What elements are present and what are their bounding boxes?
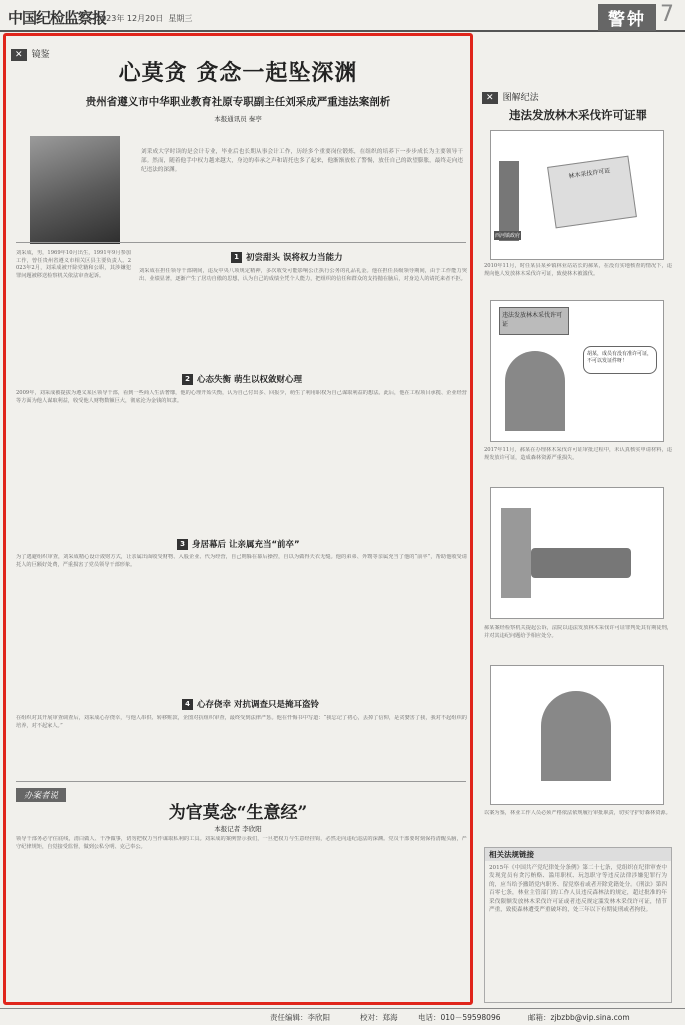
footer bbox=[0, 1008, 685, 1025]
speech-bubble: 胡某，成员有没有准许可证，不可以发证件呀！ bbox=[583, 346, 657, 374]
portrait-photo bbox=[30, 136, 120, 244]
mirror-icon: ✕ bbox=[11, 49, 27, 61]
article-title-2: 为官莫念“生意经” bbox=[168, 803, 308, 823]
article-body-2: 领导干部务必守住底线，清白做人、干净做事，切勿把权力当作谋取私利的工具。刘采成的案例警示我们，一旦把权力与生意经挂钩，必然走向违纪违法的深渊。党员干部要时刻保持清醒头脑，严守纪律规矩，自觉接受监督，做到公私分明、克己奉公。 bbox=[16, 836, 467, 850]
section-heading-2: 2 心态失衡 萌生以权敛财心理 bbox=[182, 373, 302, 385]
sidebar-article bbox=[478, 75, 678, 1005]
sidebar-text-2: 2017年11月，郝某在办理林木采伐许可证审批过程中，未认真核实申请材料，违规发放许可证，造成森林资源严重损失。 bbox=[484, 447, 672, 461]
law-text: 2015年《中国共产党纪律处分条例》第二十七条，党组织在纪律审查中发现党员有贪污贿赂、滥用职权、玩忽职守等违反法律涉嫌犯罪行为的，应当给予撤销党内职务、留党察看或者开除党籍处分。《刑法》第四百零七条，林业主管部门的工作人员违反森林法的规定，超过批准的年采伐限额发放林木采伐许可证或者违反规定滥发林木采伐许可证，情节严重，致使森林遭受严重破坏的，处三年以下有期徒刑或者拘役。 bbox=[489, 865, 667, 914]
lead-paragraph: 刘采成大学时读的是会计专业，毕业后也长期从事会计工作，历经多个重要岗位锻炼，在组织的培养下一步步成长为主要领导干部。然而，随着他手中权力越来越大，身边的奉承之声和请托也多了起来，他渐渐放松了警惕，放任自己的欲望膨胀，最终走向违纪违法的深渊。 bbox=[141, 149, 463, 173]
byline-2: 本报记者 李欣阳 bbox=[214, 825, 262, 833]
footer-phone: 电话：010－59598096 bbox=[418, 1013, 501, 1022]
issue-date: 2023年 12月20日 星期三 bbox=[96, 14, 193, 23]
article-title: 心莫贪 贪念一起坠深渊 bbox=[118, 60, 358, 86]
sidebar-text-1: 2010年11月，时任某县某乡镇林业站站长的郝某，在没有实地核查的情况下，违规向他人发放林木采伐许可证，致使林木被滥伐。 bbox=[484, 263, 672, 277]
footer-editor: 责任编辑：李欣阳 bbox=[270, 1013, 330, 1022]
sidebar-title: 违法发放林木采伐许可证罪 bbox=[509, 108, 647, 122]
section-heading-4: 4 心存侥幸 对抗调查只是掩耳盗铃 bbox=[182, 698, 319, 710]
cartoon-4 bbox=[490, 665, 664, 805]
photo-caption: 刘采成，男，1969年10月出生，1991年9月参加工作，曾任贵州省遵义市相关区县主要负责人。2023年2月，刘采成被开除党籍和公职，其涉嫌犯罪问题被移送检察机关依法审查起诉。 bbox=[16, 250, 131, 279]
column-tag-2: 办案者说 bbox=[16, 788, 66, 802]
column-tag: ✕ 镜鉴 bbox=[11, 42, 50, 61]
sidebar-text-4: 以案为鉴，林业工作人员必须严格依法依规履行审批职责，切实守护好森林资源。 bbox=[484, 810, 671, 816]
tree-icon bbox=[501, 508, 531, 598]
truck-icon bbox=[531, 548, 631, 578]
sidebar-text-3: 郝某案经检察机关提起公诉，法院以违法发放林木采伐许可证罪判处其有期徒刑，并对其违纪问题给予相应处分。 bbox=[484, 625, 672, 639]
cartoon-2: 违法发放林木采伐许可证 胡某，成员有没有准许可证，不可以发证件呀！ bbox=[490, 300, 664, 442]
law-title: 相关法规链接 bbox=[485, 848, 671, 861]
section-body-2: 2009年，刘采成被提拔为遵义某区领导干部，看到一些商人生活奢靡，他的心理开始失衡，认为自己付出多、回报少，萌生了利用职权为自己谋取利益的想法。此后，他在工程项目承揽、企业经营等方面为他人谋取利益，收受他人财物数额巨大，彻底沦为金钱的奴隶。 bbox=[16, 390, 467, 404]
building-icon bbox=[499, 161, 519, 241]
section-heading-1: 1 初尝甜头 误将权力当能力 bbox=[231, 251, 342, 263]
article-subtitle: 贵州省遵义市中华职业教育社原专职副主任刘采成严重违法案剖析 bbox=[85, 96, 391, 108]
footer-checker: 校对：郑海 bbox=[360, 1013, 398, 1022]
figure-illustration bbox=[505, 351, 565, 431]
illustration-icon: ✕ bbox=[482, 92, 498, 104]
section-body-3: 为了逃避组织审查，刘采成精心设计敛财方式，让亲属出面收受财物、入股企业、代为经营，自己则躲在幕后操控，自以为做得天衣无缝。他的弟弟、外甥等亲属充当了他的“前卒”，帮助他收受请托人的巨额好处费，严重损害了党员领导干部形象。 bbox=[16, 554, 467, 568]
cartoon-3 bbox=[490, 487, 664, 619]
footer-email: 邮箱：zjbzbb@vip.sina.com bbox=[528, 1013, 630, 1022]
sidebar-column-tag: ✕ 图解纪法 bbox=[482, 85, 539, 104]
main-article bbox=[3, 33, 473, 1005]
newspaper-logo: 中国纪检监察报 bbox=[8, 9, 107, 27]
byline: 本报通讯员 秦亭 bbox=[214, 115, 262, 123]
law-box bbox=[484, 847, 672, 1003]
section-name: 警钟 bbox=[598, 4, 656, 31]
section-body-1: 刘采成在担任领导干部期间，违反中央八项规定精神，多次收受可能影响公正执行公务的礼品礼金。他在担任县级领导期间，由于工作能力突出、业绩显著，逐渐产生了居功自傲的思想，认为自己的成绩全凭个人能力，把组织的信任和群众的支持抛在脑后，对身边人的请托来者不拒。 bbox=[139, 268, 467, 282]
masthead bbox=[0, 0, 685, 32]
page-number: 7 bbox=[660, 2, 674, 27]
cartoon-1: 西河镇政府 林木采伐许可证 bbox=[490, 130, 664, 260]
section-heading-3: 3 身居幕后 让亲属充当“前卒” bbox=[177, 538, 300, 550]
permit-document: 林木采伐许可证 bbox=[547, 156, 637, 229]
section-body-4: 在组织对其开展审查调查后，刘采成心存侥幸，与他人串供、转移赃款，企图对抗组织审查，最终受到法律严惩。他在忏悔书中写道：“我忘记了初心，丢掉了信仰，是贪婪害了我，我对不起组织的培养，对不起家人。” bbox=[16, 715, 467, 729]
figure-illustration-2 bbox=[541, 691, 611, 781]
